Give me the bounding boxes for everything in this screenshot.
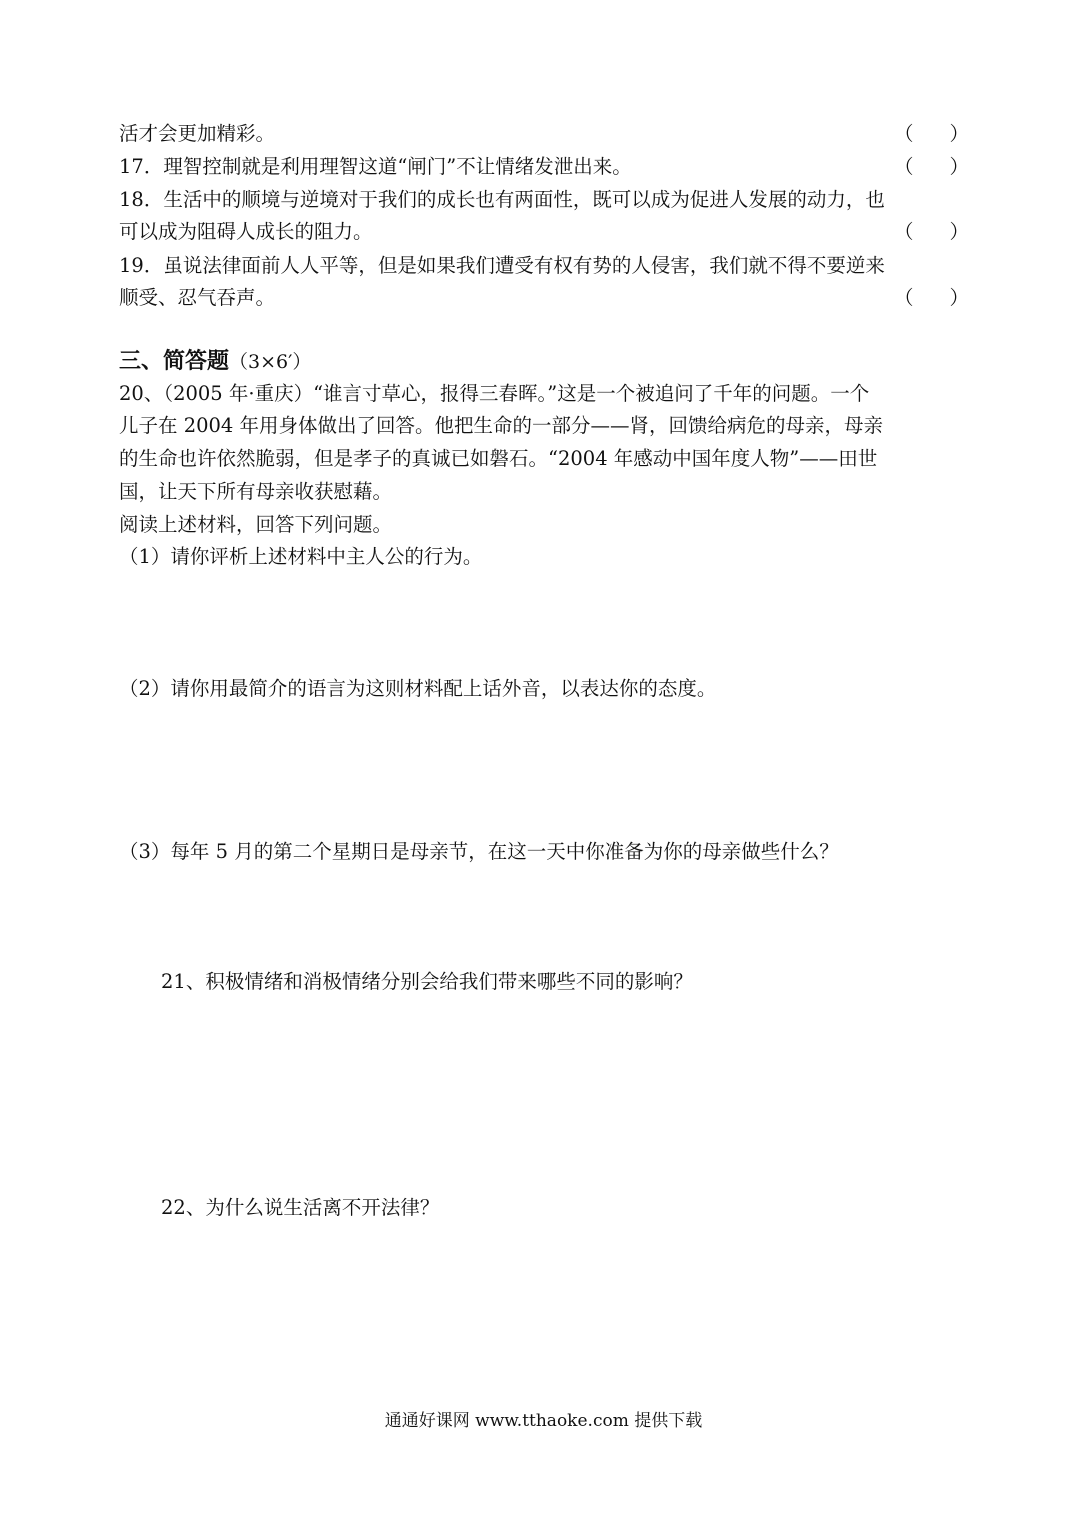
tf-line [119, 282, 969, 314]
section-score: （3×6′） [229, 351, 312, 373]
answer-parentheses[interactable]: （ ） [893, 220, 969, 243]
q20-line: 20、（2005 年·重庆）“谁言寸草心，报得三春晖。”这是一个被追问了千年的问题。一个 [119, 382, 870, 405]
tf-line [119, 118, 969, 150]
q21: 21、积极情绪和消极情绪分别会给我们带来哪些不同的影响？ [161, 970, 693, 993]
tf-line [119, 184, 969, 216]
q20-line: 国，让天下所有母亲收获慰藉。 [119, 480, 393, 503]
section-heading [119, 345, 969, 378]
q20-line: 的生命也许依然脆弱，但是孝子的真诚已如磐石。“2004 年感动中国年度人物”——田世 [119, 447, 878, 470]
answer-parentheses[interactable]: （ ） [893, 286, 969, 309]
q20-sub1: （1）请你评析上述材料中主人公的行为。 [119, 545, 483, 568]
tf-text: 活才会更加精彩。 [119, 122, 276, 145]
q22: 22、为什么说生活离不开法律？ [161, 1196, 440, 1219]
q20-instruction: 阅读上述材料，回答下列问题。 [119, 513, 393, 536]
tf-line [119, 250, 969, 282]
tf-line [119, 216, 969, 248]
section-title: 三、简答题 [119, 348, 230, 374]
tf-text: 17．理智控制就是利用理智这道“闸门”不让情绪发泄出来。 [119, 155, 632, 178]
q20-line: 儿子在 2004 年用身体做出了回答。他把生命的一部分——肾，回馈给病危的母亲，母亲 [119, 414, 884, 437]
tf-text: 可以成为阻碍人成长的阻力。 [119, 220, 373, 243]
q20-sub2: （2）请你用最简介的语言为这则材料配上话外音，以表达你的态度。 [119, 677, 717, 700]
tf-text: 顺受、忍气吞声。 [119, 286, 276, 309]
footer-credit: 通通好课网 www.tthaoke.com 提供下载 [384, 1411, 703, 1431]
tf-text: 19．虽说法律面前人人平等，但是如果我们遭受有权有势的人侵害，我们就不得不要逆来 [119, 254, 885, 277]
tf-line [119, 151, 969, 183]
q20-sub3: （3）每年 5 月的第二个星期日是母亲节，在这一天中你准备为你的母亲做些什么？ [119, 840, 839, 863]
tf-text: 18．生活中的顺境与逆境对于我们的成长也有两面性，既可以成为促进人发展的动力，也 [119, 188, 885, 211]
answer-parentheses[interactable]: （ ） [893, 122, 969, 145]
answer-parentheses[interactable]: （ ） [893, 155, 969, 178]
